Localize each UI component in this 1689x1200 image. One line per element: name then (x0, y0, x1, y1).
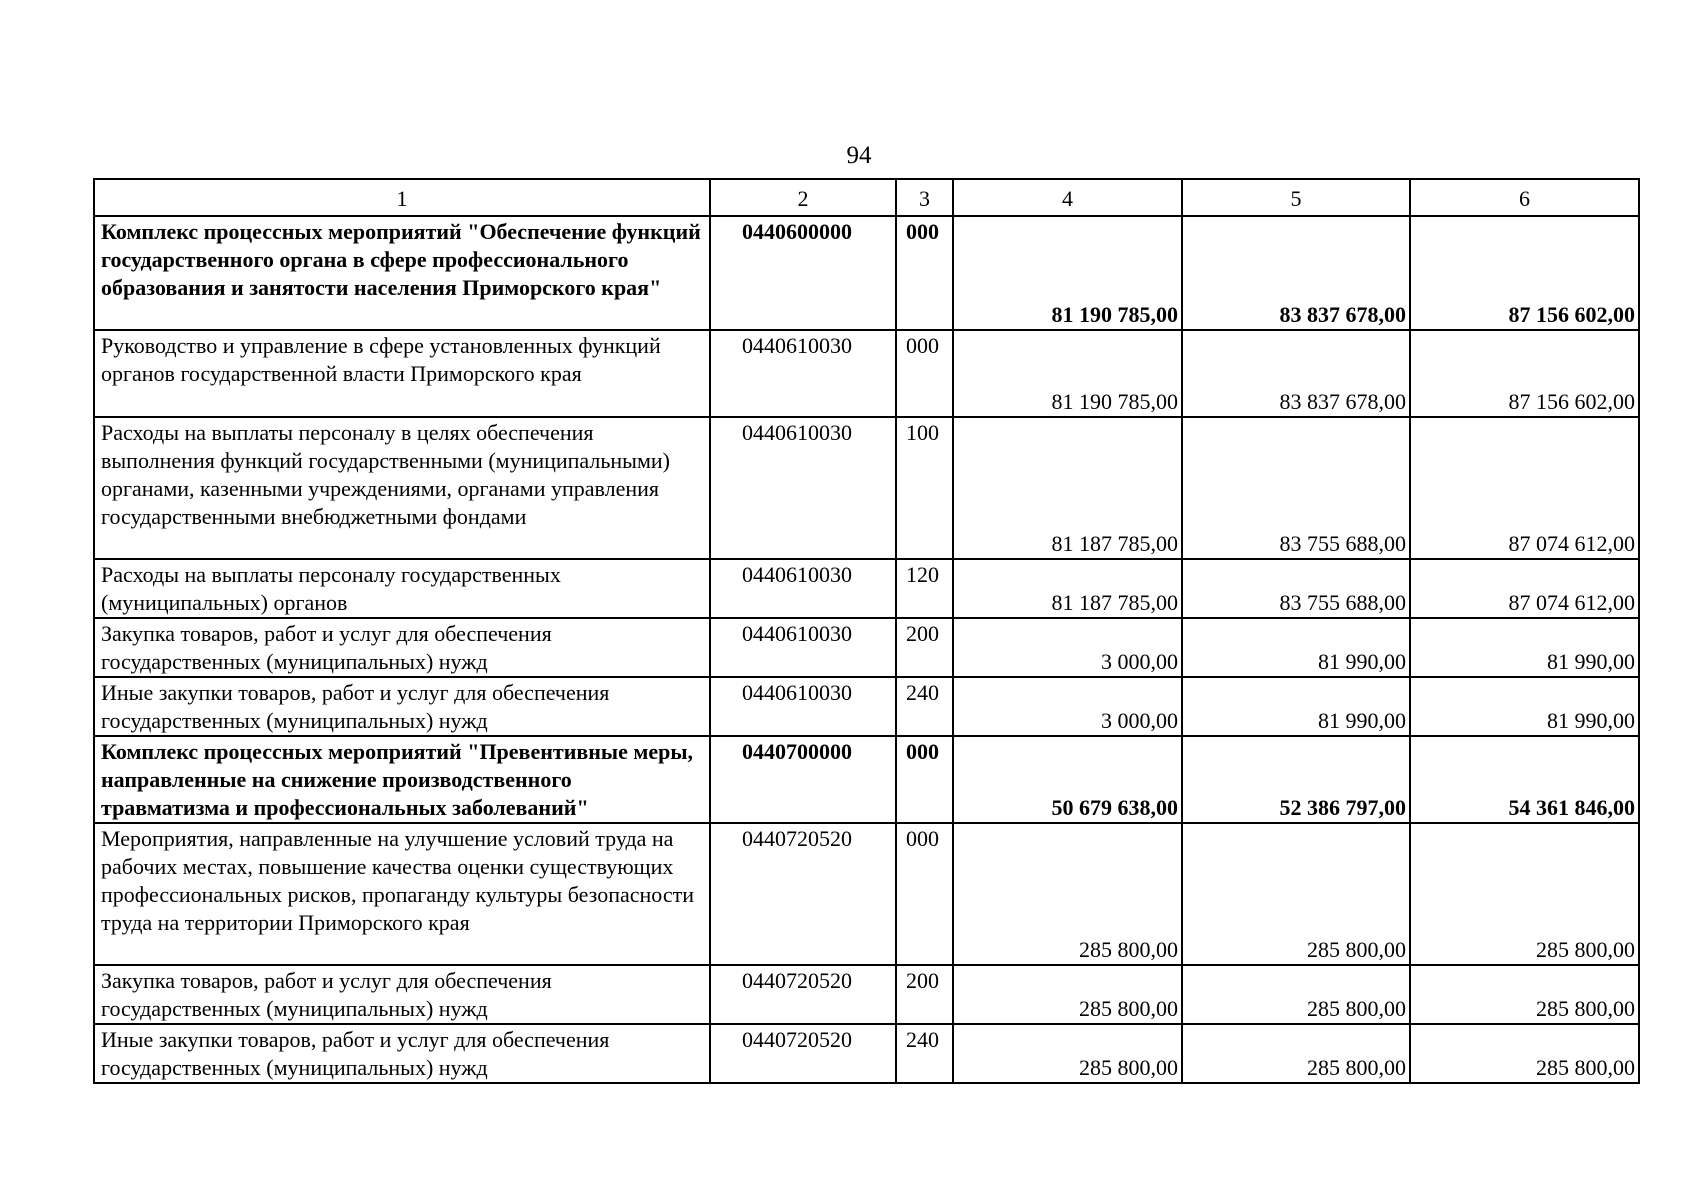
row-value-1: 81 187 785,00 (953, 559, 1182, 618)
row-name: Комплекс процессных мероприятий "Превентивные меры, направленные на снижение производственного травматизма и профессиональных заболеваний" (94, 736, 710, 823)
row-kvr: 000 (896, 216, 953, 330)
row-value-1: 3 000,00 (953, 618, 1182, 677)
row-code: 0440720520 (710, 965, 896, 1024)
row-value-3: 87 156 602,00 (1410, 330, 1639, 417)
column-header: 2 (710, 179, 896, 216)
row-name: Расходы на выплаты персоналу в целях обеспечения выполнения функций государственными (муниципальными) органами, казенными учреждениями, органами управления государственными внебюджетными фондами (94, 417, 710, 559)
row-name: Иные закупки товаров, работ и услуг для обеспечения государственных (муниципальных) нужд (94, 677, 710, 736)
row-value-2: 285 800,00 (1182, 965, 1410, 1024)
row-kvr: 000 (896, 736, 953, 823)
row-kvr: 120 (896, 559, 953, 618)
row-name: Комплекс процессных мероприятий "Обеспечение функций государственного органа в сфере профессионального образования и занятости населения Приморского края" (94, 216, 710, 330)
row-value-3: 285 800,00 (1410, 965, 1639, 1024)
column-header: 6 (1410, 179, 1639, 216)
row-code: 0440600000 (710, 216, 896, 330)
row-value-2: 285 800,00 (1182, 823, 1410, 965)
row-kvr: 240 (896, 677, 953, 736)
row-value-3: 87 074 612,00 (1410, 559, 1639, 618)
row-kvr: 200 (896, 618, 953, 677)
row-value-2: 52 386 797,00 (1182, 736, 1410, 823)
budget-table (93, 178, 1640, 1084)
row-kvr: 240 (896, 1024, 953, 1083)
row-kvr: 000 (896, 330, 953, 417)
row-code: 0440700000 (710, 736, 896, 823)
row-kvr: 100 (896, 417, 953, 559)
table-row (94, 677, 1639, 736)
row-value-3: 87 074 612,00 (1410, 417, 1639, 559)
row-value-2: 83 837 678,00 (1182, 216, 1410, 330)
row-value-1: 285 800,00 (953, 1024, 1182, 1083)
row-value-2: 83 837 678,00 (1182, 330, 1410, 417)
row-value-1: 81 190 785,00 (953, 330, 1182, 417)
table-row (94, 330, 1639, 417)
row-value-2: 81 990,00 (1182, 677, 1410, 736)
row-name: Иные закупки товаров, работ и услуг для обеспечения государственных (муниципальных) нужд (94, 1024, 710, 1083)
table-row (94, 618, 1639, 677)
table-row (94, 736, 1639, 823)
row-code: 0440610030 (710, 677, 896, 736)
column-header: 3 (896, 179, 953, 216)
row-value-1: 50 679 638,00 (953, 736, 1182, 823)
row-kvr: 000 (896, 823, 953, 965)
row-value-1: 285 800,00 (953, 965, 1182, 1024)
row-value-1: 3 000,00 (953, 677, 1182, 736)
column-header: 4 (953, 179, 1182, 216)
table-row (94, 559, 1639, 618)
page-number: 94 (846, 142, 872, 169)
row-name: Закупка товаров, работ и услуг для обеспечения государственных (муниципальных) нужд (94, 965, 710, 1024)
row-code: 0440720520 (710, 1024, 896, 1083)
row-code: 0440610030 (710, 330, 896, 417)
table-row (94, 417, 1639, 559)
column-header: 5 (1182, 179, 1410, 216)
row-value-2: 83 755 688,00 (1182, 417, 1410, 559)
row-value-1: 81 187 785,00 (953, 417, 1182, 559)
column-number-row (94, 179, 1639, 216)
row-code: 0440610030 (710, 417, 896, 559)
row-code: 0440610030 (710, 559, 896, 618)
row-value-2: 285 800,00 (1182, 1024, 1410, 1083)
row-name: Мероприятия, направленные на улучшение условий труда на рабочих местах, повышение качества оценки существующих профессиональных рисков, пропаганду культуры безопасности труда на территории Приморского края (94, 823, 710, 965)
row-code: 0440720520 (710, 823, 896, 965)
row-name: Руководство и управление в сфере установленных функций органов государственной власти Приморского края (94, 330, 710, 417)
table-row (94, 823, 1639, 965)
row-name: Расходы на выплаты персоналу государственных (муниципальных) органов (94, 559, 710, 618)
row-value-3: 81 990,00 (1410, 677, 1639, 736)
row-value-2: 83 755 688,00 (1182, 559, 1410, 618)
row-value-3: 81 990,00 (1410, 618, 1639, 677)
table-row (94, 965, 1639, 1024)
row-code: 0440610030 (710, 618, 896, 677)
column-header: 1 (94, 179, 710, 216)
row-value-3: 87 156 602,00 (1410, 216, 1639, 330)
table-row (94, 216, 1639, 330)
row-name: Закупка товаров, работ и услуг для обеспечения государственных (муниципальных) нужд (94, 618, 710, 677)
row-value-1: 285 800,00 (953, 823, 1182, 965)
row-value-3: 285 800,00 (1410, 1024, 1639, 1083)
row-kvr: 200 (896, 965, 953, 1024)
row-value-2: 81 990,00 (1182, 618, 1410, 677)
row-value-3: 54 361 846,00 (1410, 736, 1639, 823)
row-value-1: 81 190 785,00 (953, 216, 1182, 330)
row-value-3: 285 800,00 (1410, 823, 1639, 965)
table-row (94, 1024, 1639, 1083)
